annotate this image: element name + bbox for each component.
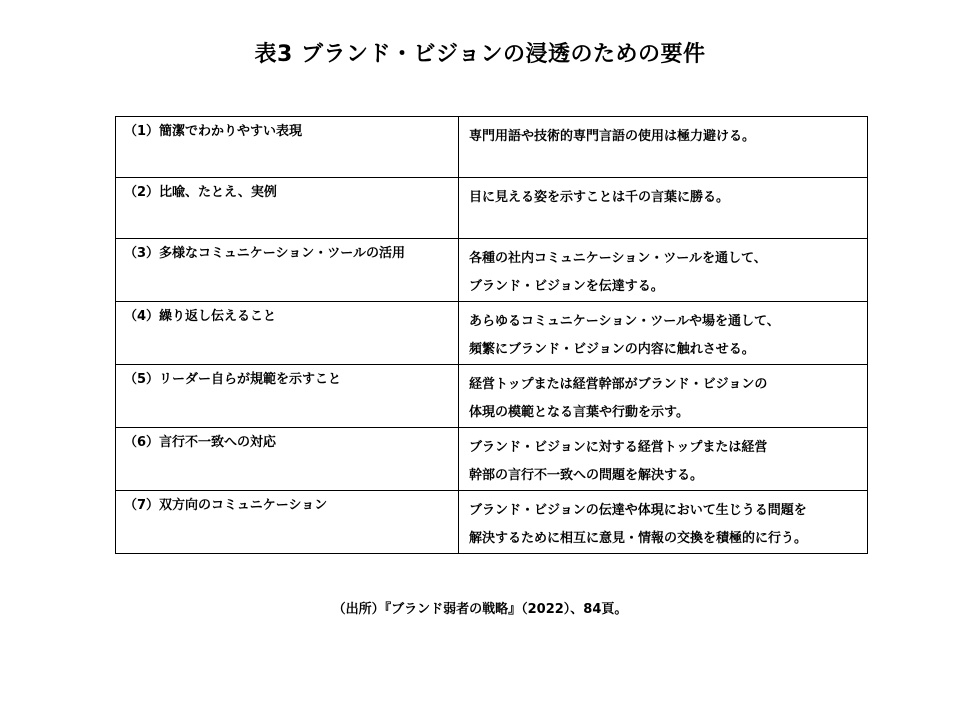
description-line: あらゆるコミュニケーション・ツールや場を通して、 [469, 314, 780, 329]
requirement-cell: （6）言行不一致への対応 [116, 428, 459, 491]
description-line: 解決するために相互に意見・情報の交換を積極的に行う。 [469, 531, 808, 546]
description-line: ブランド・ビジョンの伝達や体現において生じうる問題を [469, 503, 807, 518]
table-row [116, 178, 868, 239]
table-row [116, 491, 868, 554]
description-line: ブランド・ビジョンに対する経営トップまたは経営 [469, 440, 768, 455]
description-line: 経営トップまたは経営幹部がブランド・ビジョンの [469, 377, 768, 392]
description-cell [459, 178, 868, 239]
requirement-cell: （1）簡潔でわかりやすい表現 [116, 117, 459, 178]
description-cell [459, 365, 868, 428]
description-line: 目に見える姿を示すことは千の言葉に勝る。 [469, 190, 730, 205]
requirement-cell: （5）リーダー自らが規範を示すこと [116, 365, 459, 428]
description-cell [459, 428, 868, 491]
source-citation: （出所）『ブランド弱者の戦略』（2022）、84頁。 [332, 602, 628, 617]
table-row [116, 365, 868, 428]
description-cell [459, 302, 868, 365]
table-row [116, 117, 868, 178]
description-line: 専門用語や技術的専門言語の使用は極力避ける。 [469, 129, 756, 144]
description-line: 各種の社内コミュニケーション・ツールを通して、 [469, 251, 767, 266]
description-line: 体現の模範となる言葉や行動を示す。 [469, 405, 689, 420]
requirement-cell: （4）繰り返し伝えること [116, 302, 459, 365]
description-line: ブランド・ビジョンを伝達する。 [469, 279, 664, 294]
table-row [116, 428, 868, 491]
description-cell [459, 239, 868, 302]
requirement-cell: （3）多様なコミュニケーション・ツールの活用 [116, 239, 459, 302]
requirements-table [115, 116, 868, 554]
description-cell [459, 117, 868, 178]
requirement-cell: （2）比喩、たとえ、実例 [116, 178, 459, 239]
description-cell [459, 491, 868, 554]
table-row [116, 302, 868, 365]
table-row [116, 239, 868, 302]
requirement-cell: （7）双方向のコミュニケーション [116, 491, 459, 554]
description-line: 幹部の言行不一致への問題を解決する。 [469, 468, 704, 483]
table-title: 表3 ブランド・ビジョンの浸透のための要件 [254, 42, 706, 67]
description-line: 頻繁にブランド・ビジョンの内容に触れさせる。 [469, 342, 755, 357]
